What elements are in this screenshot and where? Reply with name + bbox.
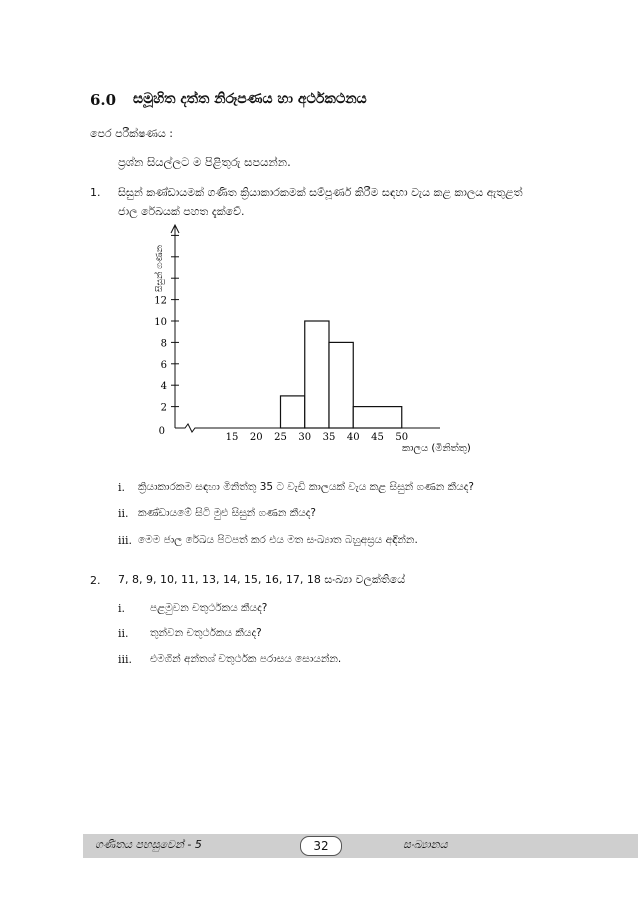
histogram-chart <box>140 220 510 455</box>
histogram-bar-30-35 <box>305 321 329 428</box>
x-axis-label: කාලය (මිනිත්තු) <box>402 443 471 454</box>
q2-sub-i-text: පළමුවන චතුර්ථකය කීයද? <box>150 602 268 614</box>
q2-sub-ii-text: තුන්වන චතුර්ථකය කීයද? <box>150 627 262 639</box>
section-title: සමූහිත දත්ත නිරූපණය හා අර්ථකථනය <box>133 91 367 107</box>
x-tick-label-50: 50 <box>395 432 409 443</box>
x-tick-label-25: 25 <box>274 432 287 443</box>
histogram-bar-25-30 <box>281 396 305 428</box>
x-tick-label-35: 35 <box>322 432 336 443</box>
y-tick-label-12: 12 <box>154 295 167 307</box>
q2-sub-ii-label: ii. <box>118 627 129 640</box>
y-tick-label-0: 0 <box>158 426 165 437</box>
section-number: 6.0 <box>90 91 117 109</box>
histogram-bar-35-40 <box>329 342 353 428</box>
histogram-bar-40-50 <box>353 407 402 428</box>
question-1-text-line1: සිසුන් කණ්ඩායමක් ගණිත ක්‍රියාකාරකමක් සම්පූර්ණ කිරීම සඳහා වැය කළ කාලය ඇතුළත් <box>118 186 523 199</box>
x-tick-label-15: 15 <box>225 432 239 443</box>
x-tick-label-40: 40 <box>346 432 360 443</box>
y-tick-label-4: 4 <box>160 381 167 393</box>
q2-sub-iii-text: එමගින් අන්තශ් චතුර්ථක පරාසය සොයන්න. <box>150 653 342 665</box>
q1-sub-ii-text: කණ්ඩායමේ සිටි මුළු සිසුන් ගණන කීයද? <box>138 507 317 519</box>
y-tick-label-8: 8 <box>160 338 167 350</box>
x-tick-label-30: 30 <box>298 432 312 443</box>
q2-sub-i-label: i. <box>118 602 126 615</box>
q1-sub-i-label: i. <box>118 481 126 494</box>
question-1-text-line2: ජාල රේඛයක් පහත දැක්වේ. <box>118 205 245 218</box>
footer-chapter: සංඛ්‍යානය <box>403 838 448 851</box>
y-tick-label-6: 6 <box>160 359 167 371</box>
pretest-label: පෙර පරීක්ෂණය : <box>90 127 174 140</box>
question-2-number: 2. <box>90 574 101 587</box>
q1-sub-iii-text: මෙම ජාල රේඛය පිටපත් කර එය මත සංඛ්‍යාත බහුඅස්‍රය අඳින්න. <box>138 534 418 546</box>
y-tick-label-2: 2 <box>160 402 167 414</box>
footer-book-title: ගණිතය පහසුවෙන් - 5 <box>95 838 202 851</box>
instruction-text: ප්‍රශ්න සියල්ලට ම පිළිතුරු සපයන්න. <box>118 155 291 169</box>
question-2-text: 7, 8, 9, 10, 11, 13, 14, 15, 16, 17, 18 සංඛ්‍යා වලක්තියේ <box>118 573 406 586</box>
page-number: 32 <box>300 836 342 856</box>
q1-sub-i-text: ක්‍රියාකාරකම සඳහා මිනිත්තු 35 ට වැඩි කාලයක් වැය කළ සිසුන් ගණන කීයද? <box>138 481 474 493</box>
question-1-number: 1. <box>90 186 101 199</box>
page-footer <box>83 834 638 858</box>
q1-sub-ii-label: ii. <box>118 507 129 520</box>
x-tick-label-20: 20 <box>249 432 263 443</box>
q2-sub-iii-label: iii. <box>118 653 133 666</box>
y-tick-label-10: 10 <box>154 317 167 328</box>
x-tick-label-45: 45 <box>371 432 384 443</box>
y-axis-label: සිසුන් ගණන <box>155 245 165 292</box>
q1-sub-iii-label: iii. <box>118 534 133 547</box>
